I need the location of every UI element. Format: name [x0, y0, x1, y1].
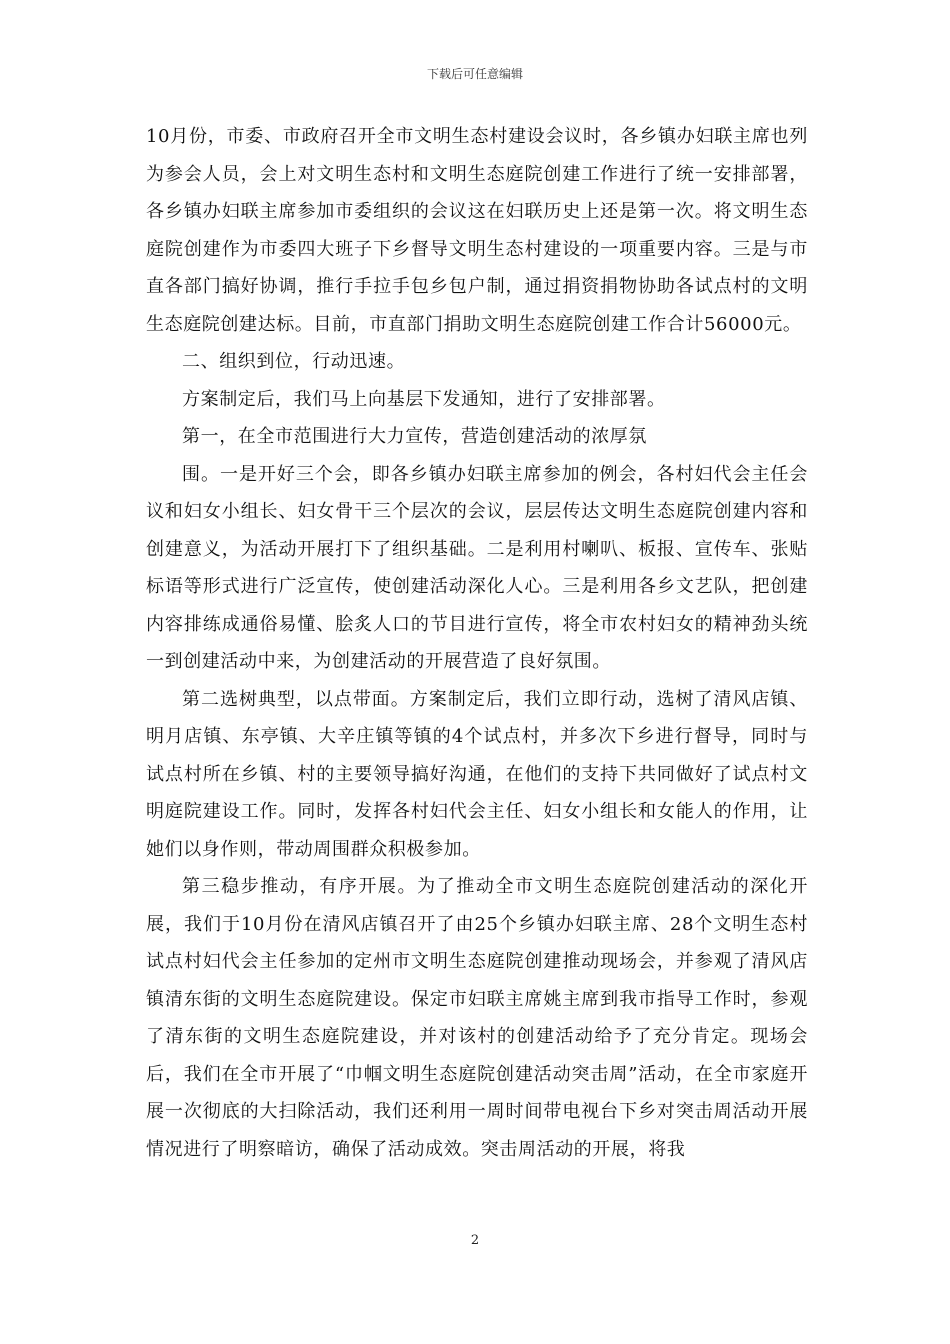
paragraph: 第一，在全市范围进行大力宣传，营造创建活动的浓厚氛 — [182, 426, 647, 447]
paragraph: 围。一是开好三个会，即各乡镇办妇联主席参加的例会，各村妇代会主任会议和妇女小组长、妇女骨干三个层次的会议，层层传达文明生态庭院创建内容和创建意义，为活动开展打下了组织基础。二是利用村喇叭、板报、宣传车、张贴标语等形式进行广泛宣传，使创建活动深化人心。三是利用各乡文艺队，把创建内容排练成通俗易懂、脍炙人口的节目进行宣传，将全市农村妇女的精神劲头统一到创建活动中来，为创建活动的开展营造了良好氛围。 — [146, 463, 808, 672]
paragraph: 第二选树典型，以点带面。方案制定后，我们立即行动，选树了清风店镇、明月店镇、东亭镇、大辛庄镇等镇的4个试点村，并多次下乡进行督导，同时与试点村所在乡镇、村的主要领导搞好沟通，在他们的支持下共同做好了试点村文明庭院建设工作。同时，发挥各村妇代会主任、妇女小组长和女能人的作用，让她们以身作则，带动周围群众积极参加。 — [146, 688, 808, 860]
page-number: 2 — [470, 1233, 480, 1248]
paragraph: 二、组织到位，行动迅速。 — [182, 351, 406, 372]
document-body — [146, 118, 808, 1168]
paragraph: 方案制定后，我们马上向基层下发通知，进行了安排部署。 — [182, 388, 666, 410]
page-header: 下载后可任意编辑 — [426, 67, 523, 81]
paragraph: 第三稳步推动，有序开展。为了推动全市文明生态庭院创建活动的深化开展，我们于10月份在清风店镇召开了由25个乡镇办妇联主席、28个文明生态村试点村妇代会主任参加的定州市文明生态庭院创建推动现场会，并参观了清风店镇清东街的文明生态庭院建设。保定市妇联主席姚主席到我市指导工作时，参观了清东街的文明生态庭院建设，并对该村的创建活动给予了充分肯定。现场会后，我们在全市开展了“巾帼文明生态庭院创建活动突击周”活动，在全市家庭开展一次彻底的大扫除活动，我们还利用一周时间带电视台下乡对突击周活动开展情况进行了明察暗访，确保了活动成效。突击周活动的开展，将我 — [146, 876, 808, 1160]
paragraph: 10月份，市委、市政府召开全市文明生态村建设会议时，各乡镇办妇联主席也列为参会人员，会上对文明生态村和文明生态庭院创建工作进行了统一安排部署，各乡镇办妇联主席参加市委组织的会议这在妇联历史上还是第一次。将文明生态庭院创建作为市委四大班子下乡督导文明生态村建设的一项重要内容。三是与市直各部门搞好协调，推行手拉手包乡包户制，通过捐资捐物协助各试点村的文明生态庭院创建达标。目前，市直部门捐助文明生态庭院创建工作合计56000元。 — [146, 126, 808, 335]
